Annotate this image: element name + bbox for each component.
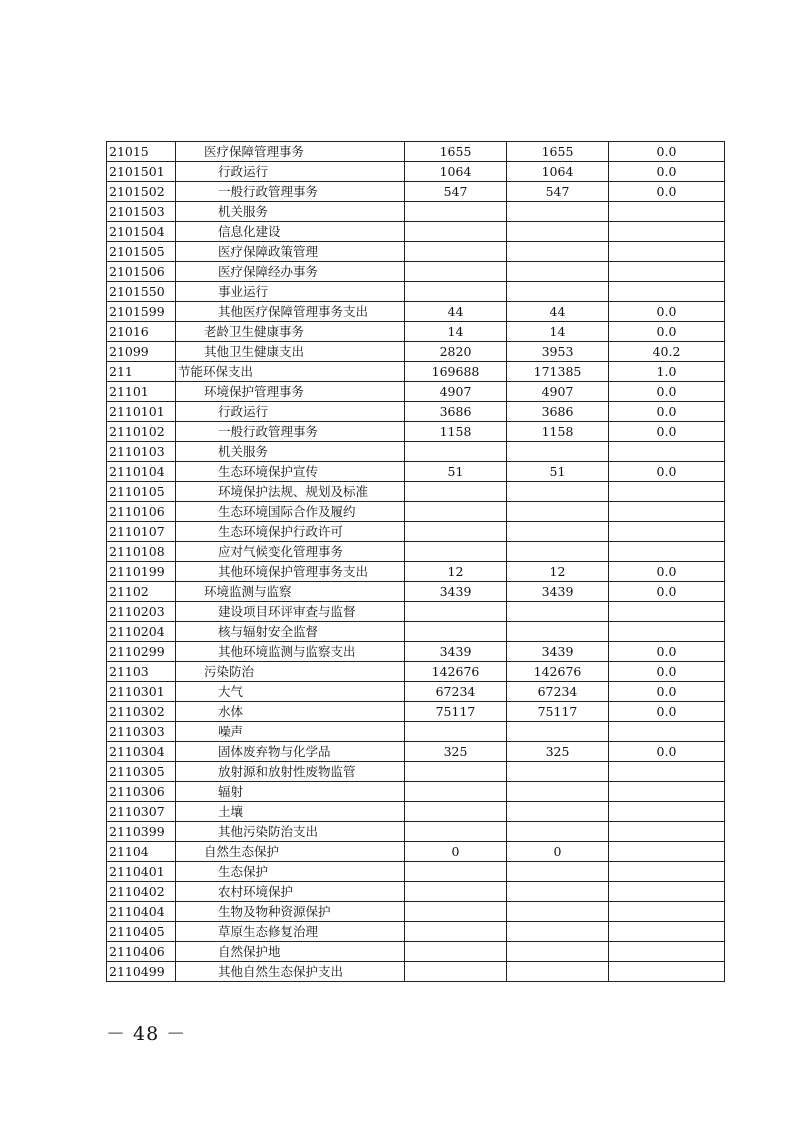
budget-value-cell [405,442,507,462]
change-percent-cell [609,522,725,542]
table-row [107,162,725,182]
code-cell: 21015 [107,142,176,162]
adjusted-value-cell: 12 [507,562,609,582]
change-percent-cell [609,442,725,462]
adjusted-value-cell: 3953 [507,342,609,362]
table-row [107,942,725,962]
budget-value-cell: 3439 [405,582,507,602]
table-row [107,902,725,922]
budget-value-cell: 142676 [405,662,507,682]
table-row [107,542,725,562]
name-cell: 生态环境保护行政许可 [176,522,405,542]
change-percent-cell: 0.0 [609,462,725,482]
adjusted-value-cell [507,802,609,822]
adjusted-value-cell [507,222,609,242]
page-number: － 48 － [106,1023,187,1045]
table-row [107,202,725,222]
table-row [107,382,725,402]
adjusted-value-cell [507,242,609,262]
table-row [107,582,725,602]
code-cell: 2101506 [107,262,176,282]
name-cell: 草原生态修复治理 [176,922,405,942]
adjusted-value-cell: 171385 [507,362,609,382]
adjusted-value-cell: 44 [507,302,609,322]
change-percent-cell [609,242,725,262]
adjusted-value-cell [507,822,609,842]
change-percent-cell: 0.0 [609,642,725,662]
adjusted-value-cell [507,522,609,542]
name-cell: 生态环境保护宣传 [176,462,405,482]
change-percent-cell [609,802,725,822]
adjusted-value-cell [507,622,609,642]
code-cell: 2110304 [107,742,176,762]
budget-value-cell [405,902,507,922]
name-cell: 水体 [176,702,405,722]
name-cell: 污染防治 [176,662,405,682]
change-percent-cell: 0.0 [609,682,725,702]
code-cell: 2110107 [107,522,176,542]
adjusted-value-cell [507,442,609,462]
adjusted-value-cell [507,282,609,302]
budget-value-cell [405,522,507,542]
name-cell: 生态环境国际合作及履约 [176,502,405,522]
adjusted-value-cell [507,882,609,902]
adjusted-value-cell: 547 [507,182,609,202]
table-row [107,822,725,842]
adjusted-value-cell: 14 [507,322,609,342]
code-cell: 2110106 [107,502,176,522]
code-cell: 2110302 [107,702,176,722]
change-percent-cell [609,222,725,242]
code-cell: 2110499 [107,962,176,982]
change-percent-cell [609,482,725,502]
change-percent-cell: 0.0 [609,322,725,342]
code-cell: 21016 [107,322,176,342]
name-cell: 生物及物种资源保护 [176,902,405,922]
code-cell: 2110299 [107,642,176,662]
table-row [107,262,725,282]
name-cell: 机关服务 [176,202,405,222]
change-percent-cell [609,822,725,842]
name-cell: 其他医疗保障管理事务支出 [176,302,405,322]
budget-value-cell [405,942,507,962]
budget-value-cell [405,262,507,282]
name-cell: 信息化建设 [176,222,405,242]
adjusted-value-cell [507,722,609,742]
name-cell: 医疗保障管理事务 [176,142,405,162]
table-row [107,402,725,422]
change-percent-cell [609,842,725,862]
table-row [107,142,725,162]
change-percent-cell [609,602,725,622]
table-row [107,222,725,242]
budget-value-cell: 1064 [405,162,507,182]
name-cell: 生态保护 [176,862,405,882]
adjusted-value-cell [507,782,609,802]
table-row [107,662,725,682]
budget-value-cell: 14 [405,322,507,342]
adjusted-value-cell: 3439 [507,642,609,662]
budget-value-cell [405,242,507,262]
budget-value-cell [405,602,507,622]
name-cell: 其他环境监测与监察支出 [176,642,405,662]
table-row [107,882,725,902]
change-percent-cell [609,722,725,742]
budget-value-cell: 325 [405,742,507,762]
adjusted-value-cell [507,962,609,982]
name-cell: 机关服务 [176,442,405,462]
table-row [107,562,725,582]
adjusted-value-cell: 1158 [507,422,609,442]
table-row [107,762,725,782]
table-row [107,182,725,202]
adjusted-value-cell [507,862,609,882]
name-cell: 农村环境保护 [176,882,405,902]
table-row [107,682,725,702]
name-cell: 其他污染防治支出 [176,822,405,842]
name-cell: 节能环保支出 [176,362,405,382]
name-cell: 老龄卫生健康事务 [176,322,405,342]
adjusted-value-cell: 51 [507,462,609,482]
change-percent-cell [609,762,725,782]
table-row [107,642,725,662]
name-cell: 医疗保障政策管理 [176,242,405,262]
adjusted-value-cell: 1655 [507,142,609,162]
change-percent-cell [609,782,725,802]
table-row [107,922,725,942]
change-percent-cell: 0.0 [609,742,725,762]
budget-value-cell [405,502,507,522]
change-percent-cell [609,282,725,302]
code-cell: 2101502 [107,182,176,202]
budget-value-cell [405,782,507,802]
code-cell: 2110402 [107,882,176,902]
adjusted-value-cell [507,202,609,222]
change-percent-cell: 0.0 [609,702,725,722]
change-percent-cell: 0.0 [609,582,725,602]
adjusted-value-cell [507,262,609,282]
budget-value-cell: 4907 [405,382,507,402]
name-cell: 辐射 [176,782,405,802]
table-row [107,482,725,502]
change-percent-cell [609,622,725,642]
table-row [107,862,725,882]
budget-value-cell: 1655 [405,142,507,162]
budget-table [106,141,725,982]
budget-value-cell [405,962,507,982]
change-percent-cell: 0.0 [609,142,725,162]
budget-value-cell [405,762,507,782]
table-row [107,722,725,742]
table-row [107,442,725,462]
code-cell: 2110105 [107,482,176,502]
adjusted-value-cell: 0 [507,842,609,862]
table-row [107,362,725,382]
name-cell: 环境监测与监察 [176,582,405,602]
code-cell: 2101505 [107,242,176,262]
budget-value-cell: 44 [405,302,507,322]
table-row [107,622,725,642]
code-cell: 211 [107,362,176,382]
change-percent-cell [609,922,725,942]
change-percent-cell: 40.2 [609,342,725,362]
code-cell: 21102 [107,582,176,602]
code-cell: 2110405 [107,922,176,942]
budget-value-cell: 0 [405,842,507,862]
code-cell: 21104 [107,842,176,862]
adjusted-value-cell: 3439 [507,582,609,602]
adjusted-value-cell: 67234 [507,682,609,702]
budget-value-cell [405,862,507,882]
code-cell: 2101503 [107,202,176,222]
budget-value-cell [405,882,507,902]
code-cell: 2110108 [107,542,176,562]
name-cell: 应对气候变化管理事务 [176,542,405,562]
code-cell: 21103 [107,662,176,682]
code-cell: 2110104 [107,462,176,482]
budget-value-cell: 67234 [405,682,507,702]
budget-value-cell: 3439 [405,642,507,662]
table-row [107,342,725,362]
table-row [107,242,725,262]
change-percent-cell [609,262,725,282]
table-row [107,502,725,522]
change-percent-cell: 0.0 [609,662,725,682]
adjusted-value-cell [507,942,609,962]
adjusted-value-cell: 4907 [507,382,609,402]
change-percent-cell [609,862,725,882]
adjusted-value-cell: 1064 [507,162,609,182]
name-cell: 放射源和放射性废物监管 [176,762,405,782]
change-percent-cell: 0.0 [609,402,725,422]
budget-value-cell: 547 [405,182,507,202]
adjusted-value-cell: 142676 [507,662,609,682]
code-cell: 2110101 [107,402,176,422]
table-row [107,802,725,822]
name-cell: 行政运行 [176,162,405,182]
change-percent-cell [609,942,725,962]
name-cell: 环境保护法规、规划及标准 [176,482,405,502]
adjusted-value-cell: 75117 [507,702,609,722]
code-cell: 2110401 [107,862,176,882]
name-cell: 核与辐射安全监督 [176,622,405,642]
budget-value-cell: 169688 [405,362,507,382]
table-row [107,782,725,802]
name-cell: 行政运行 [176,402,405,422]
budget-value-cell [405,542,507,562]
name-cell: 大气 [176,682,405,702]
name-cell: 建设项目环评审查与监督 [176,602,405,622]
name-cell: 固体废弃物与化学品 [176,742,405,762]
name-cell: 一般行政管理事务 [176,182,405,202]
code-cell: 2110204 [107,622,176,642]
change-percent-cell: 0.0 [609,302,725,322]
name-cell: 环境保护管理事务 [176,382,405,402]
budget-value-cell [405,282,507,302]
table-row [107,702,725,722]
budget-table-body [107,142,725,982]
table-row [107,962,725,982]
change-percent-cell [609,902,725,922]
name-cell: 自然生态保护 [176,842,405,862]
adjusted-value-cell [507,482,609,502]
code-cell: 2110103 [107,442,176,462]
adjusted-value-cell: 3686 [507,402,609,422]
name-cell: 土壤 [176,802,405,822]
code-cell: 2110307 [107,802,176,822]
code-cell: 2110199 [107,562,176,582]
name-cell: 其他环境保护管理事务支出 [176,562,405,582]
adjusted-value-cell [507,902,609,922]
code-cell: 2101599 [107,302,176,322]
table-row [107,302,725,322]
adjusted-value-cell [507,762,609,782]
budget-value-cell [405,622,507,642]
code-cell: 2110301 [107,682,176,702]
change-percent-cell [609,202,725,222]
change-percent-cell [609,962,725,982]
name-cell: 噪声 [176,722,405,742]
name-cell: 一般行政管理事务 [176,422,405,442]
code-cell: 21099 [107,342,176,362]
code-cell: 2110306 [107,782,176,802]
table-row [107,842,725,862]
change-percent-cell [609,882,725,902]
table-row [107,742,725,762]
change-percent-cell [609,502,725,522]
name-cell: 自然保护地 [176,942,405,962]
code-cell: 2101501 [107,162,176,182]
change-percent-cell: 0.0 [609,382,725,402]
code-cell: 2110102 [107,422,176,442]
budget-value-cell: 1158 [405,422,507,442]
budget-value-cell: 51 [405,462,507,482]
name-cell: 其他自然生态保护支出 [176,962,405,982]
adjusted-value-cell [507,602,609,622]
budget-value-cell [405,922,507,942]
adjusted-value-cell [507,502,609,522]
code-cell: 2110303 [107,722,176,742]
table-row [107,602,725,622]
budget-value-cell: 75117 [405,702,507,722]
table-row [107,422,725,442]
table-row [107,522,725,542]
change-percent-cell [609,542,725,562]
name-cell: 事业运行 [176,282,405,302]
adjusted-value-cell [507,922,609,942]
change-percent-cell: 0.0 [609,422,725,442]
budget-value-cell [405,802,507,822]
change-percent-cell: 0.0 [609,182,725,202]
code-cell: 21101 [107,382,176,402]
budget-value-cell [405,722,507,742]
budget-value-cell: 3686 [405,402,507,422]
budget-value-cell: 2820 [405,342,507,362]
adjusted-value-cell: 325 [507,742,609,762]
table-row [107,322,725,342]
name-cell: 其他卫生健康支出 [176,342,405,362]
change-percent-cell: 1.0 [609,362,725,382]
change-percent-cell: 0.0 [609,162,725,182]
budget-value-cell [405,822,507,842]
name-cell: 医疗保障经办事务 [176,262,405,282]
budget-value-cell [405,202,507,222]
change-percent-cell: 0.0 [609,562,725,582]
code-cell: 2110399 [107,822,176,842]
code-cell: 2110305 [107,762,176,782]
adjusted-value-cell [507,542,609,562]
table-row [107,462,725,482]
code-cell: 2101550 [107,282,176,302]
budget-value-cell [405,482,507,502]
code-cell: 2110203 [107,602,176,622]
budget-value-cell: 12 [405,562,507,582]
code-cell: 2101504 [107,222,176,242]
code-cell: 2110404 [107,902,176,922]
budget-value-cell [405,222,507,242]
code-cell: 2110406 [107,942,176,962]
table-row [107,282,725,302]
